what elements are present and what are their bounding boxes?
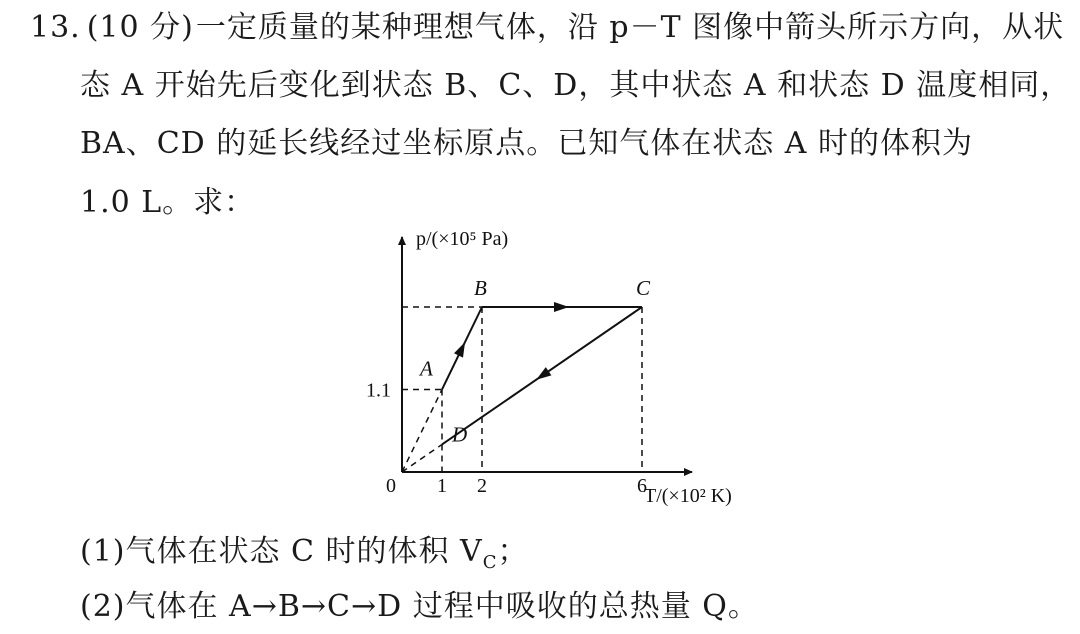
chart-labels (366, 228, 732, 507)
problem-line-2: 态 A 开始先后变化到状态 B、C、D，其中状态 A 和状态 D 温度相同， (80, 68, 1072, 103)
problem-line-1 (30, 8, 1064, 48)
x-tick-label: 6 (637, 475, 647, 497)
process-paths (442, 302, 642, 447)
problem-line-4: 1.0 L。求： (80, 185, 256, 220)
question-2: (2)气体在 A→B→C→D 过程中吸收的总热量 Q。 (80, 589, 759, 624)
question-1 (80, 532, 529, 583)
p-t-graph (340, 225, 800, 525)
direction-arrow (454, 340, 470, 358)
y-axis-label: p/(×10⁵ Pa) (416, 228, 509, 250)
x-axis-label: T/(×10² K) (644, 485, 732, 507)
problem-score: (10 分) (86, 10, 194, 45)
question-1-text: (1)气体在状态 C 时的体积 V (80, 534, 483, 569)
y-tick-label: 1.1 (366, 379, 391, 402)
axes (402, 237, 692, 472)
point-label-a: A (420, 356, 433, 381)
question-1-end: ； (497, 534, 529, 569)
problem-line-3: BA、CD 的延长线经过坐标原点。已知气体在状态 A 时的体积为 (80, 126, 973, 161)
point-label-c: C (636, 276, 651, 300)
problem-number: 13. (30, 10, 81, 45)
question-1-subscript: C (482, 552, 498, 573)
point-label-d: D (452, 422, 468, 447)
x-tick-label: 1 (437, 475, 447, 497)
direction-arrow (554, 302, 569, 312)
extension-line (402, 390, 442, 473)
x-tick-label: 2 (477, 475, 487, 497)
x-tick-label: 0 (386, 475, 396, 497)
problem-text-1: 一定质量的某种理想气体，沿 p－T 图像中箭头所示方向，从状 (195, 10, 1065, 45)
direction-arrow (533, 367, 551, 384)
point-label-b: B (474, 276, 487, 300)
